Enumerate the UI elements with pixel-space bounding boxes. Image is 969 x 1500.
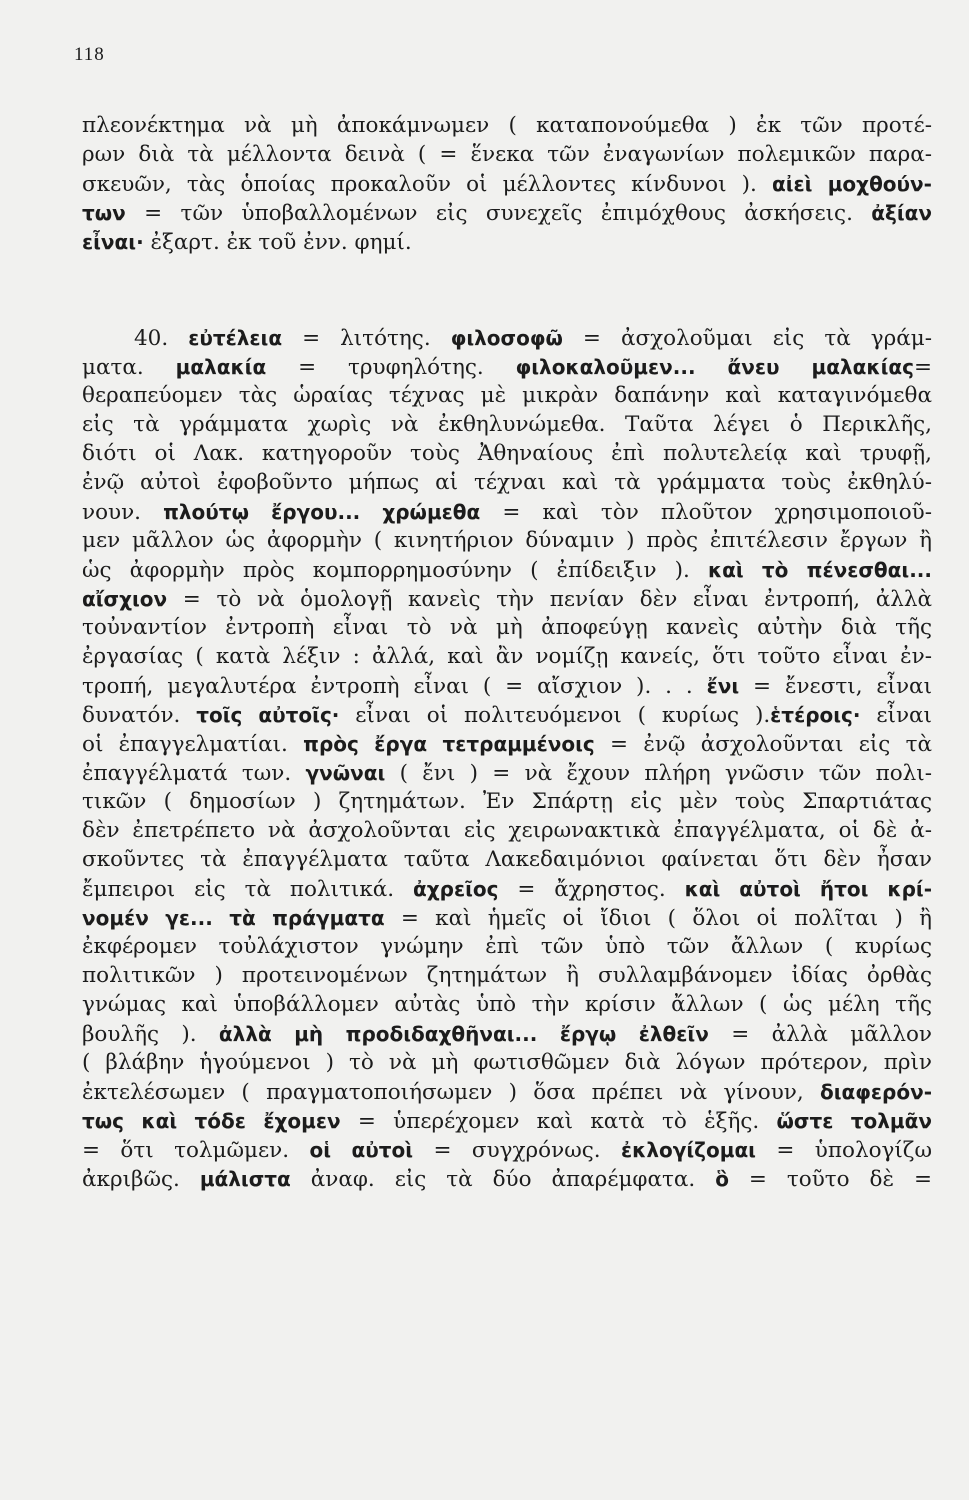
bold-term: εἶναι· xyxy=(82,230,144,254)
bold-term: εὐτέλεια xyxy=(188,326,283,350)
text-run: = ὅτι τολμῶμεν. xyxy=(82,1138,310,1163)
text-line xyxy=(134,324,932,353)
text-run: = τοῦτο δὲ = xyxy=(728,1167,932,1192)
text-run: = καὶ τὸν πλοῦτον χρησιμοποιοῦ- xyxy=(480,500,932,525)
text-run: ἀναφ. εἰς τὰ δύο ἀπαρέμφατα. xyxy=(290,1167,716,1192)
text-run: ἀκριβῶς. xyxy=(82,1167,200,1192)
bold-term: φιλοκαλοῦμεν... ἄνευ μαλακίας xyxy=(515,355,914,379)
text-run: νουν. xyxy=(82,500,164,525)
bold-term: πρὸς ἔργα τετραμμένοις xyxy=(303,732,595,756)
text-run: ( βλάβην ἡγούμενοι ) τὸ νὰ μὴ φωτισθῶμεν διὰ λόγων πρότερον, πρὶν xyxy=(82,1050,932,1075)
text-line xyxy=(82,991,932,1019)
bold-term: αἴσχιον xyxy=(82,587,168,611)
text-run: σκευῶν, τὰς ὁποίας προκαλοῦν οἱ μέλλοντες κίνδυνοι ). xyxy=(82,172,772,197)
text-run: δὲν ἐπετρέπετο νὰ ἀσχολοῦνται εἰς χειρωνακτικὰ ἐπαγγέλματα, οἱ δὲ ἀ- xyxy=(82,818,932,843)
bold-term: πλούτῳ ἔργου... xyxy=(163,500,361,524)
bold-term: φιλοσοφῶ xyxy=(450,326,563,350)
text-line xyxy=(82,730,932,759)
text-run: τοὐναντίον ἐντροπὴ εἶναι τὸ νὰ μὴ ἀποφεύγῃ κανεὶς αὐτὴν διὰ τῆς xyxy=(82,615,932,640)
text-run: δυνατόν. xyxy=(82,703,197,728)
text-run xyxy=(360,500,382,525)
text-line xyxy=(82,904,932,933)
text-line xyxy=(82,672,932,701)
text-line xyxy=(82,199,932,228)
bold-term: μαλακία xyxy=(175,355,267,379)
text-run: 40. xyxy=(134,326,189,351)
bold-term: ἀλλὰ μὴ προδιδαχθῆναι... ἔργῳ ἐλθεῖν xyxy=(218,1022,709,1046)
text-run: = τρυφηλότης. xyxy=(266,355,516,380)
text-run: = ἄχρηστος. xyxy=(498,877,685,902)
bold-term: καὶ τὸ πένεσθαι... xyxy=(707,558,932,582)
text-run: = ὑπολογίζω xyxy=(755,1138,932,1163)
text-line xyxy=(82,1078,932,1107)
bold-term: ἀξίαν xyxy=(871,201,932,225)
text-run: γνώμας καὶ ὑποβάλλομεν αὐτὰς ὑπὸ τὴν κρίσιν ἄλλων ( ὡς μέλη τῆς xyxy=(82,992,932,1017)
text-line xyxy=(82,440,932,468)
text-run: ἐνῷ αὐτοὶ ἐφοβοῦντο μήπως αἱ τέχναι καὶ τὰ γράμματα τοὺς ἐκθηλύ- xyxy=(82,470,932,495)
text-line xyxy=(82,1049,932,1077)
bold-term: νομέν γε... τὰ πράγματα xyxy=(82,906,385,930)
text-run: εἶναι οἱ πολιτευόμενοι ( κυρίως ). xyxy=(339,703,771,728)
bold-term: ἀχρεῖος xyxy=(412,877,499,901)
text-line xyxy=(82,411,932,439)
text-line xyxy=(82,556,932,585)
text-run: πλεονέκτημα νὰ μὴ ἀποκάμνωμεν ( καταπονούμεθα ) ἐκ τῶν προτέ- xyxy=(82,113,932,138)
bold-term: τως καὶ τόδε ἔχομεν xyxy=(82,1109,341,1133)
text-run: = xyxy=(913,355,932,380)
bold-term: μάλιστα xyxy=(199,1167,291,1191)
text-run: = τὸ νὰ ὁμολογῇ κανεὶς τὴν πενίαν δὲν εἶναι ἐντροπή, ἀλλὰ xyxy=(167,587,932,612)
text-run: εἰς τὰ γράμματα χωρὶς νὰ ἐκθηλυνώμεθα. Ταῦτα λέγει ὁ Περικλῆς, xyxy=(82,412,932,437)
text-line xyxy=(82,962,932,990)
text-line xyxy=(82,788,932,816)
text-line xyxy=(82,228,932,257)
text-run: διότι οἱ Λακ. κατηγοροῦν τοὺς Ἀθηναίους ἐπὶ πολυτελείᾳ καὶ τρυφῇ, xyxy=(82,441,932,466)
text-line xyxy=(82,585,932,614)
text-line xyxy=(82,1165,932,1194)
text-line xyxy=(82,1136,932,1165)
bold-term: ἔνι xyxy=(706,674,740,698)
text-run: = ἀσχολοῦμαι εἰς τὰ γράμ- xyxy=(562,326,932,351)
text-run: πολιτικῶν ) προτεινομένων ζητημάτων ἢ συλλαμβάνομεν ἰδίας ὀρθὰς xyxy=(82,963,932,988)
text-line xyxy=(82,759,932,788)
text-run: ἐκτελέσωμεν ( πραγματοποιήσωμεν ) ὅσα πρέπει νὰ γίνουν, xyxy=(82,1080,820,1105)
text-run: = τῶν ὑποβαλλομένων εἰς συνεχεῖς ἐπιμόχθους ἀσκήσεις. xyxy=(125,201,872,226)
bold-term: διαφερόν- xyxy=(819,1080,932,1104)
bold-term: οἱ αὐτοὶ xyxy=(309,1138,414,1162)
text-run: τικῶν ( δημοσίων ) ζητημάτων. Ἐν Σπάρτῃ εἰς μὲν τοὺς Σπαρτιάτας xyxy=(82,789,932,814)
bold-term: των xyxy=(82,201,126,225)
text-line xyxy=(82,643,932,671)
text-run: ἔμπειροι εἰς τὰ πολιτικά. xyxy=(82,877,413,902)
text-run: ἐπαγγέλματά των. xyxy=(82,761,306,786)
text-line xyxy=(82,875,932,904)
bold-term: ἑτέροις· xyxy=(770,703,861,727)
text-run: ρων διὰ τὰ μέλλοντα δεινὰ ( = ἕνεκα τῶν ἐναγωνίων πολεμικῶν παρα- xyxy=(82,142,932,167)
text-line xyxy=(82,614,932,642)
text-run: = ἐνῷ ἀσχολοῦνται εἰς τὰ xyxy=(594,732,932,757)
text-run: οἱ ἐπαγγελματίαι. xyxy=(82,732,304,757)
text-line xyxy=(82,353,932,382)
text-line xyxy=(82,469,932,497)
text-line xyxy=(82,170,932,199)
text-run: ὡς ἀφορμὴν πρὸς κομπορρημοσύνην ( ἐπίδειξιν ). xyxy=(82,558,708,583)
text-run: σκοῦντες τὰ ἐπαγγέλματα ταῦτα Λακεδαιμόνιοι φαίνεται ὅτι δὲν ἦσαν xyxy=(82,847,932,872)
text-run: = καὶ ἡμεῖς οἱ ἴδιοι ( ὅλοι οἱ πολῖται ) ἢ xyxy=(384,906,932,931)
text-run: ἐργασίας ( κατὰ λέξιν : ἀλλά, καὶ ἂν νομίζῃ κανείς, ὅτι τοῦτο εἶναι ἐν- xyxy=(82,644,932,669)
text-line xyxy=(82,141,932,169)
text-line xyxy=(82,382,932,410)
bold-term: αἰεὶ μοχθούν- xyxy=(772,172,932,196)
text-run: = ἀλλὰ μᾶλλον xyxy=(708,1022,932,1047)
page-number: 118 xyxy=(74,44,105,65)
bold-term: ὃ xyxy=(715,1167,729,1191)
text-run: μεν μᾶλλον ὡς ἀφορμὴν ( κινητήριον δύναμιν ) πρὸς ἐπιτέλεσιν ἔργων ἢ xyxy=(82,528,932,553)
text-run: θεραπεύομεν τὰς ὡραίας τέχνας μὲ μικρὰν δαπάνην καὶ καταγινόμεθα xyxy=(82,383,932,408)
text-run: ἐξαρτ. ἐκ τοῦ ἐνν. φημί. xyxy=(143,230,412,255)
text-line xyxy=(82,846,932,874)
bold-term: ὥστε τολμᾶν xyxy=(776,1109,932,1133)
text-line xyxy=(82,933,932,961)
bold-term: χρώμεθα xyxy=(382,500,481,524)
text-line xyxy=(82,112,932,140)
text-run: = λιτότης. xyxy=(282,326,451,351)
text-run: ματα. xyxy=(82,355,176,380)
text-line xyxy=(82,1020,932,1049)
text-line xyxy=(82,498,932,527)
text-run: τροπή, μεγαλυτέρα ἐντροπὴ εἶναι ( = αἴσχιον ). . . xyxy=(82,674,707,699)
text-run: = συγχρόνως. xyxy=(413,1138,622,1163)
text-run: βουλῆς ). xyxy=(82,1022,219,1047)
bold-term: τοῖς αὐτοῖς· xyxy=(196,703,340,727)
text-run: ἐκφέρομεν τοὐλάχιστον γνώμην ἐπὶ τῶν ὑπὸ τῶν ἄλλων ( κυρίως xyxy=(82,934,932,959)
text-run: ( ἔνι ) = νὰ ἔχουν πλήρη γνῶσιν τῶν πολι- xyxy=(385,761,932,786)
bold-term: καὶ αὐτοὶ ἤτοι κρί- xyxy=(684,877,933,901)
text-line xyxy=(82,1107,932,1136)
text-run: = ὑπερέχομεν καὶ κατὰ τὸ ἑξῆς. xyxy=(340,1109,777,1134)
text-line xyxy=(82,527,932,555)
text-run: = ἔνεστι, εἶναι xyxy=(739,674,933,699)
text-line xyxy=(82,817,932,845)
text-line xyxy=(82,701,932,730)
bold-term: γνῶναι xyxy=(305,761,386,785)
bold-term: ἐκλογίζομαι xyxy=(621,1138,756,1162)
text-run: εἶναι xyxy=(860,703,932,728)
